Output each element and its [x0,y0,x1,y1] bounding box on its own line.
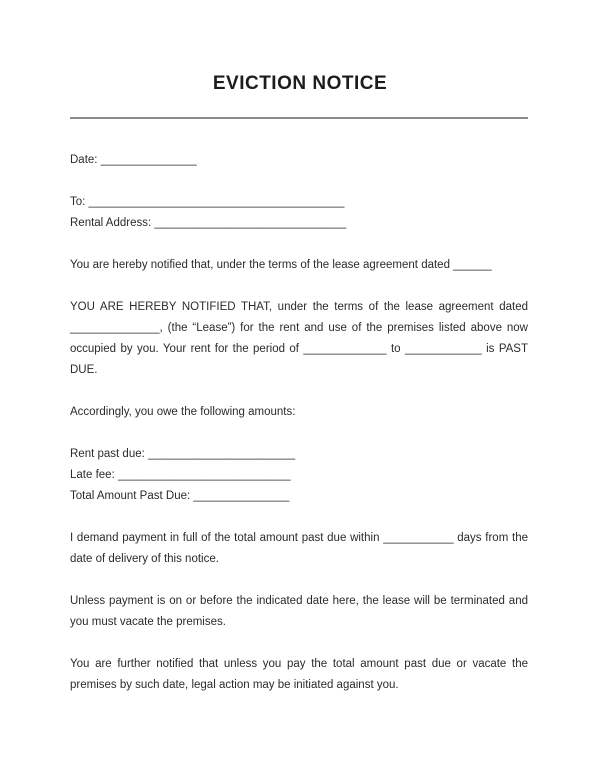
rent-past-due-field [70,444,528,465]
page-title: EVICTION NOTICE [212,73,388,94]
date-line [70,150,528,171]
late-fee-blank: ___________________________ [117,469,291,481]
to-blank: ________________________________________ [88,196,345,208]
late-fee-label: Late fee: [70,469,115,481]
to-field [70,192,528,213]
total-amount-past-due-label: Total Amount Past Due: [70,490,191,502]
late-fee-field [70,465,528,486]
date-field [70,150,528,171]
notice-paragraph: YOU ARE HEREBY NOTIFIED THAT, under the terms of the lease agreement dated ______________, (the “Lease”) for the rent and use of the premises listed above now occupied by you. Your rent for the period of _____________ to ____________ is PAST DUE. [70,301,528,376]
demand-paragraph: I demand payment in full of the total amount past due within ___________ days from the date of delivery of this notice. [70,532,528,565]
legal-action-paragraph: You are further notified that unless you pay the total amount past due or vacate the premises by such date, legal action may be initiated against you. [70,658,528,691]
title-divider [70,117,528,119]
rent-past-due-blank: _______________________ [148,448,296,460]
amounts-block [70,444,528,507]
rent-past-due-label: Rent past due: [70,448,145,460]
rental-address-label: Rental Address: [70,217,152,229]
rental-address-blank: ______________________________ [154,217,347,229]
date-label: Date: [70,154,98,166]
total-amount-past-due-field [70,486,528,507]
amounts-intro: Accordingly, you owe the following amounts: [70,406,296,418]
to-label: To: [70,196,86,208]
notice-line: You are hereby notified that, under the terms of the lease agreement dated ______ [70,259,492,271]
termination-paragraph: Unless payment is on or before the indicated date here, the lease will be terminated and you must vacate the premises. [70,595,528,628]
recipient-block [70,192,528,234]
rental-address-field [70,213,528,234]
total-amount-past-due-blank: _______________ [193,490,290,502]
date-blank: _______________ [100,154,197,166]
document-body [70,117,528,696]
